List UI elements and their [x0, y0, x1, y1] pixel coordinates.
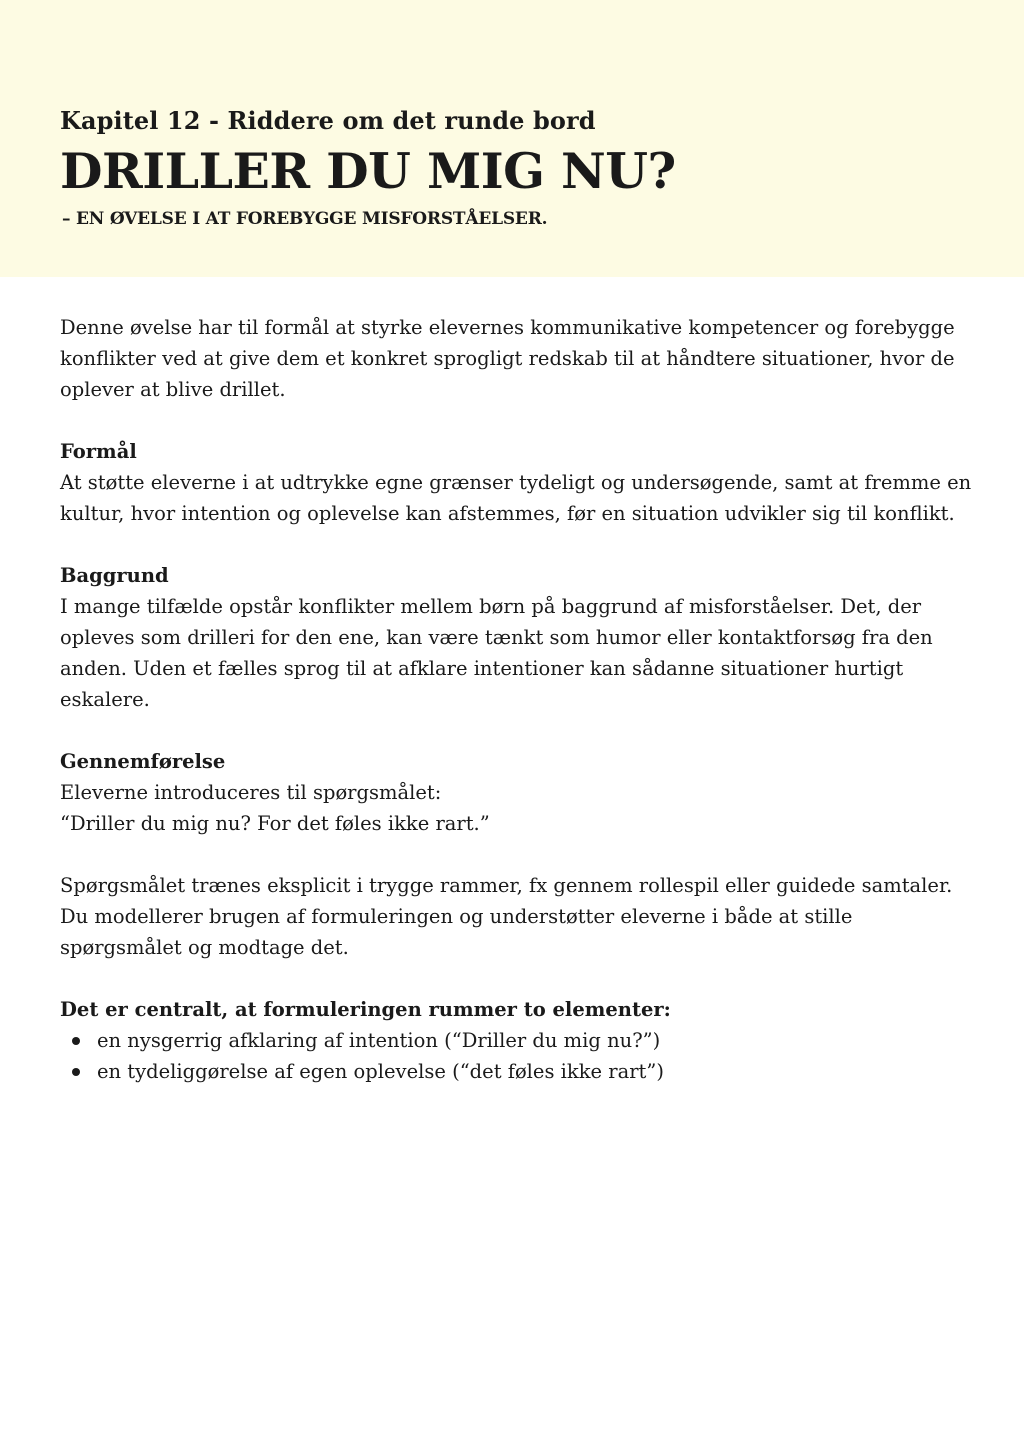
intro-paragraph: Denne øvelse har til formål at styrke elevernes kommunikative kompetencer og forebygge konflikter ved at give dem et konkret sprogligt redskab til at håndtere situationer, hvor de oplever at blive drillet. [60, 316, 955, 401]
section-text-formaal: At støtte eleverne i at udtrykke egne grænser tydeligt og undersøgende, samt at fremme en kultur, hvor intention og oplevelse kan afstemmes, før en situation udvikler sig til konflikt. [60, 471, 972, 525]
list-item [60, 1056, 980, 1087]
header-band [0, 0, 1024, 277]
list-item-text: en nysgerrig afklaring af intention (“Driller du mig nu?”) [97, 1029, 661, 1052]
list-item-text: en tydeliggørelse af egen oplevelse (“det føles ikke rart”) [97, 1060, 664, 1083]
bullet-icon [72, 1068, 80, 1076]
section-text-baggrund: I mange tilfælde opstår konflikter mellem børn på baggrund af misforståelser. Det, der opleves som drilleri for den ene, kan være tænkt som humor eller kontaktforsøg fra den anden. Uden et fælles sprog til at afklare intentioner kan sådanne situationer hurtigt eskalere. [60, 595, 933, 711]
quoted-question: “Driller du mig nu? For det føles ikke rart.” [60, 812, 490, 835]
section-text-gennemfoerelse-intro: Eleverne introduceres til spørgsmålet: [60, 781, 442, 804]
section-heading-elementer: Det er centralt, at formuleringen rummer to elementer: [60, 998, 671, 1021]
list-item [60, 1025, 980, 1056]
page-title: DRILLER DU MIG NU? [60, 142, 676, 200]
chapter-label: Kapitel 12 - Riddere om det runde bord [60, 106, 596, 135]
section-heading-baggrund: Baggrund [60, 564, 169, 587]
elements-list [60, 1025, 980, 1087]
section-heading-gennemfoerelse: Gennemførelse [60, 750, 226, 773]
page-subtitle: – EN ØVELSE I AT FOREBYGGE MISFORSTÅELSER. [62, 209, 548, 229]
bullet-icon [72, 1037, 80, 1045]
section-text-gennemfoerelse-paragraph: Spørgsmålet trænes eksplicit i trygge rammer, fx gennem rollespil eller guidede samtaler. Du modellerer brugen af formuleringen og understøtter eleverne i både at stille spørgsmålet og modtage det. [60, 874, 953, 959]
section-heading-formaal: Formål [60, 440, 137, 463]
document-body [60, 312, 980, 1087]
